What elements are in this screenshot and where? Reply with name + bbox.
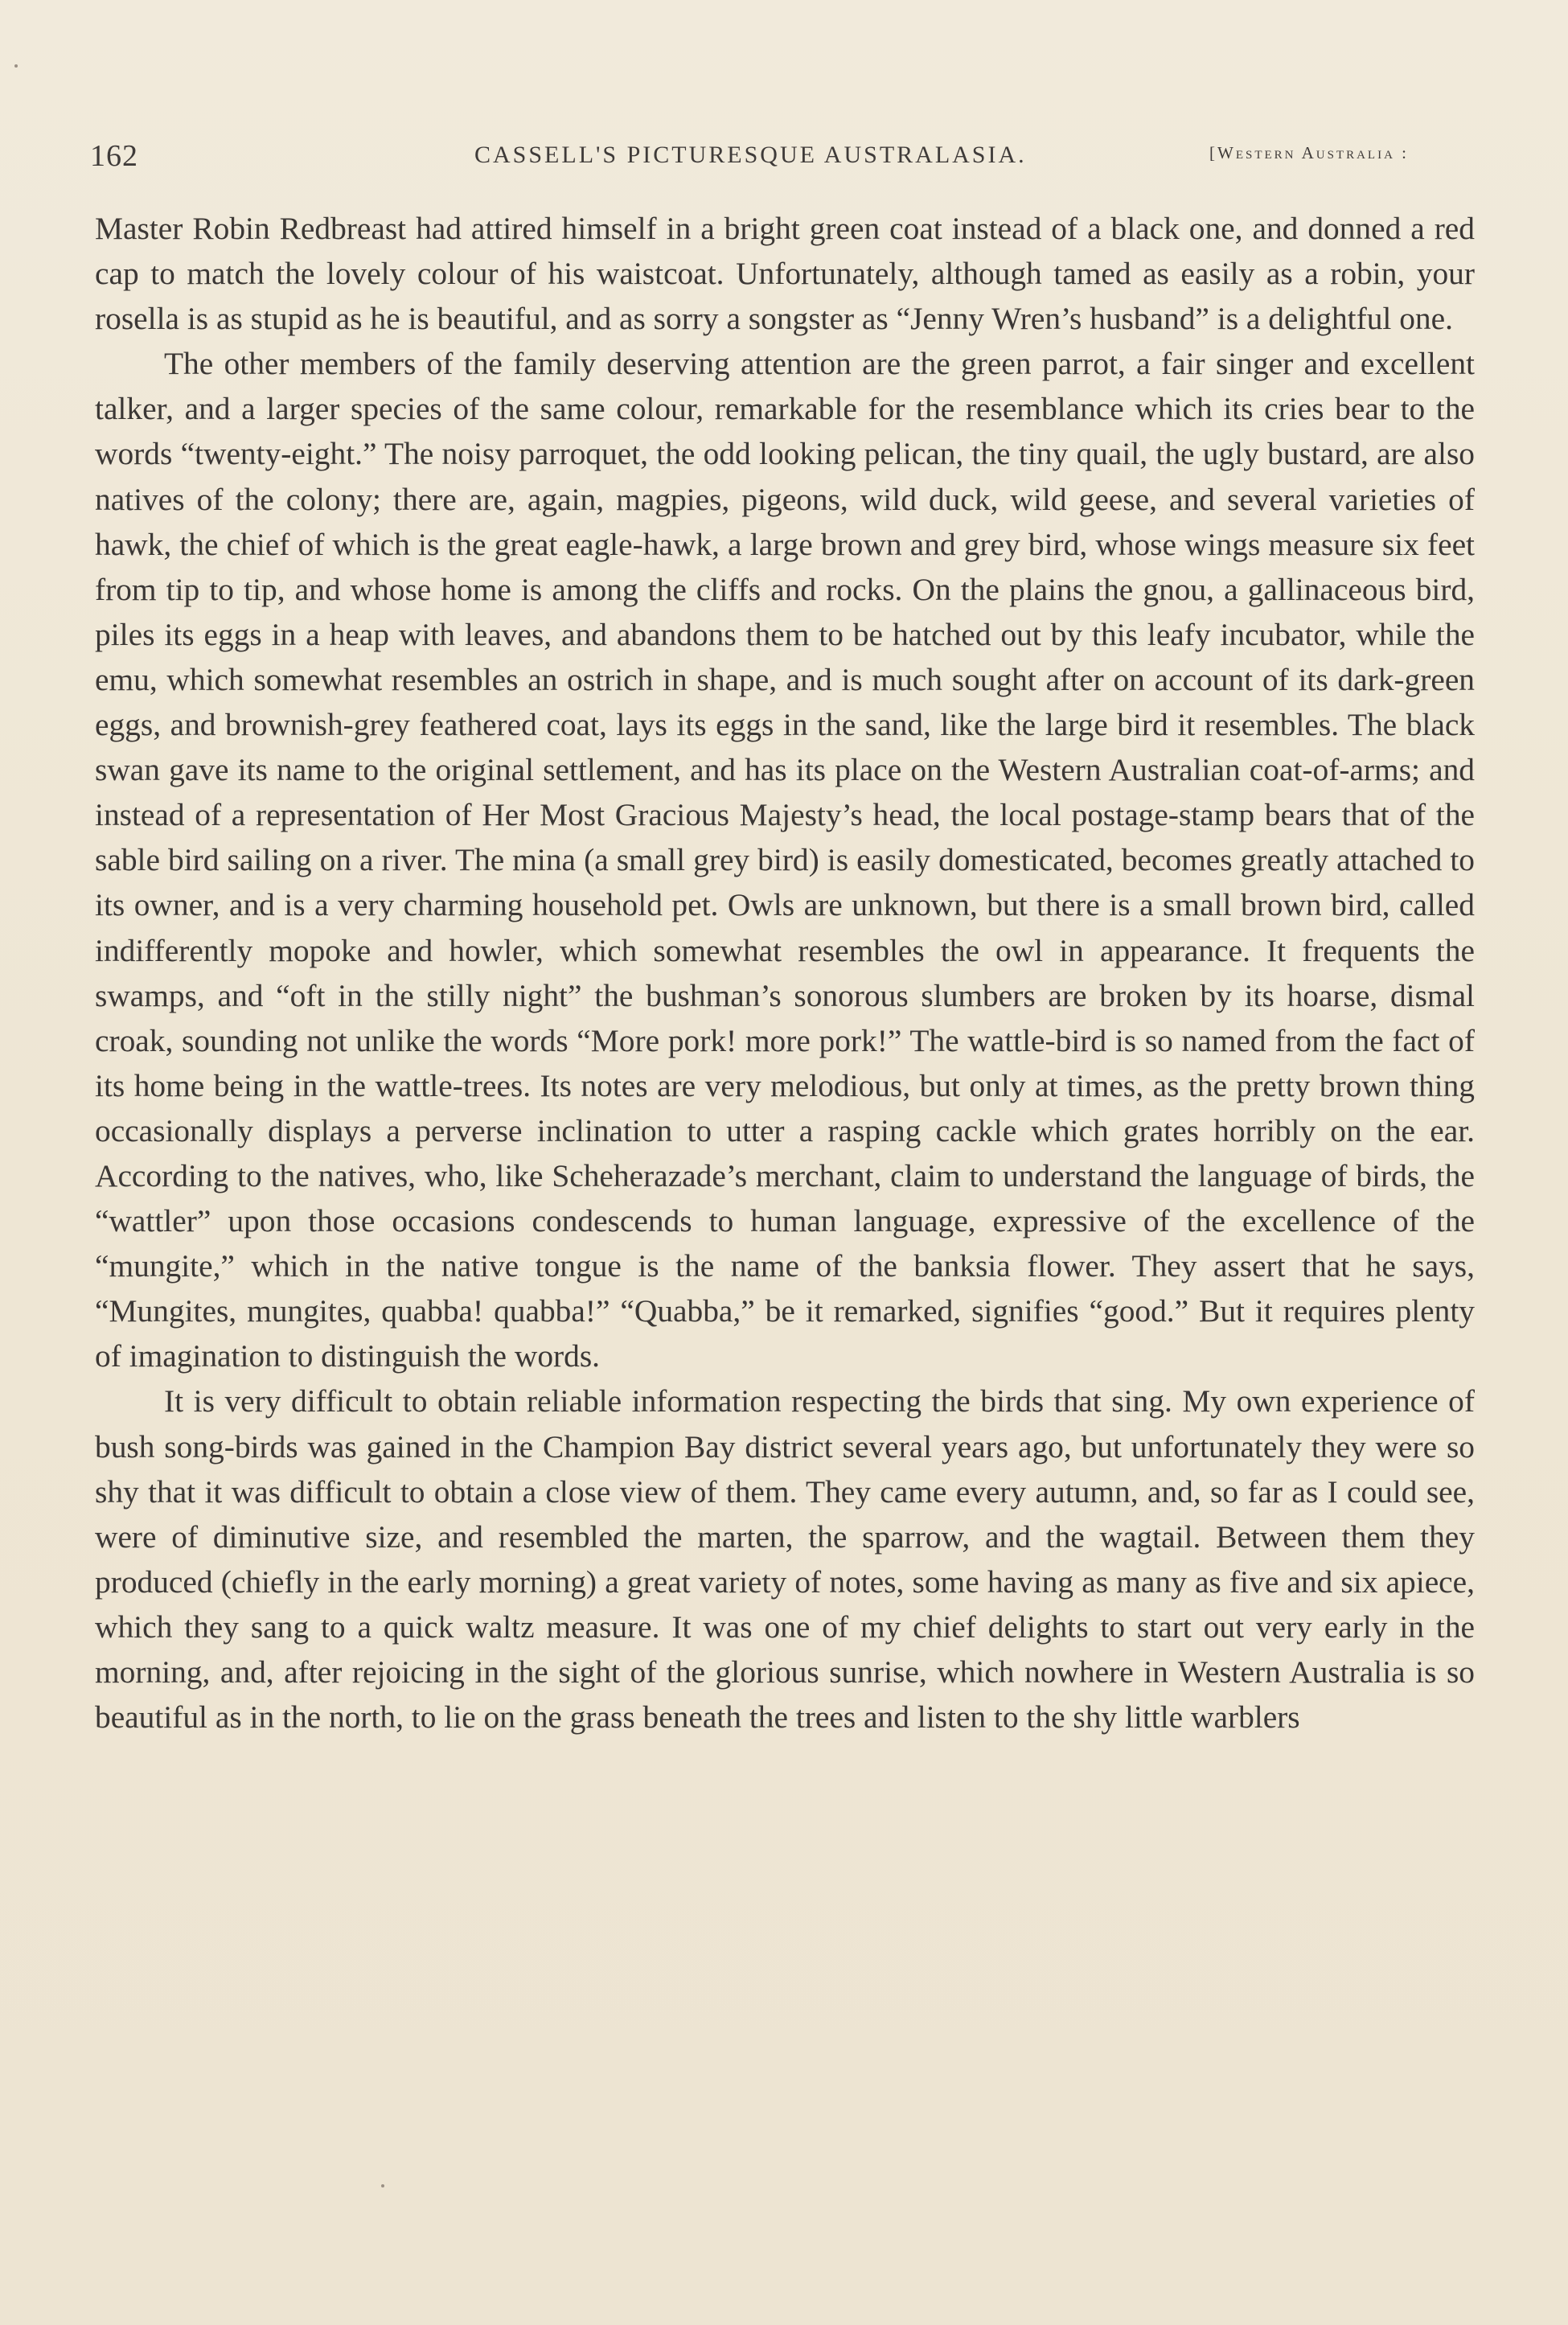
page-header <box>90 138 1489 179</box>
page-number: 162 <box>90 139 138 173</box>
paragraph-1: Master Robin Redbreast had attired himself in a bright green coat instead of a black one, and donned a red cap to match the lovely colour of his waistcoat. Unfortunately, although tamed as easily as a robin, your rosella is as stupid as he is beautiful, and as sorry a songster as “Jenny Wren’s husband” is a delightful one. <box>95 211 1475 337</box>
paragraph-3: It is very difficult to obtain reliable information respecting the birds that sing. My own experience of bush song-birds was gained in the Champion Bay district several years ago, but unfortunately they were so shy that it was difficult to obtain a close view of them. They came every autumn, and, so far as I could see, were of diminutive size, and resembled the marten, the sparrow, and the wagtail. Between them they produced (chiefly in the early morning) a great variety of notes, some having as many as five and six apiece, which they sang to a quick waltz measure. It was one of my chief delights to start out very early in the morning, and, after rejoicing in the sight of the glorious sunrise, which nowhere in Western Australia is so beautiful as in the north, to lie on the grass beneath the trees and listen to the shy little warblers <box>95 1383 1475 1736</box>
paragraph-2: The other members of the family deserving attention are the green parrot, a fair singer and excellent talker, and a larger species of the same colour, remarkable for the resemblance which its cries bear to the words “twenty-eight.” The noisy parroquet, the odd looking pelican, the tiny quail, the ugly bustard, are also natives of the colony; there are, again, magpies, pigeons, wild duck, wild geese, and several varieties of hawk, the chief of which is the great eagle-hawk, a large brown and grey bird, whose wings measure six feet from tip to tip, and whose home is among the cliffs and rocks. On the plains the gnou, a gallinaceous bird, piles its eggs in a heap with leaves, and abandons them to be hatched out by this leafy incubator, while the emu, which somewhat resembles an ostrich in shape, and is much sought after on account of its dark-green eggs, and brownish-grey feathered coat, lays its eggs in the sand, like the large bird it resembles. The black swan gave its name to the original settlement, and has its place on the Western Australian coat-of-arms; and instead of a representation of Her Most Gracious Majesty’s head, the local postage-stamp bears that of the sable bird sailing on a river. The mina (a small grey bird) is easily domesticated, becomes greatly attached to its owner, and is a very charming household pet. Owls are unknown, but there is a small brown bird, called indifferently mopoke and howler, which somewhat resembles the owl in appearance. It frequents the swamps, and “oft in the stilly night” the bushman’s sonorous slumbers are broken by its hoarse, dismal croak, sounding not unlike the words “More pork! more pork!” The wattle-bird is so named from the fact of its home being in the wattle-trees. Its notes are very melodious, but only at times, as the pretty brown thing occasionally displays a perverse inclination to utter a rasping cackle which grates horribly on the ear. According to the natives, who, like Scheherazade’s merchant, claim to understand the language of birds, the “wattler” upon those occasions condescends to human language, expressive of the excellence of the “mungite,” which in the native tongue is the name of the banksia flower. They assert that he says, “Mungites, mungites, quabba! quabba!” “Quabba,” be it remarked, signifies “good.” But it requires plenty of imagination to distinguish the words. <box>95 346 1475 1374</box>
body-text <box>95 206 1475 1740</box>
section-title: [Western Australia : <box>1209 143 1409 162</box>
running-title: CASSELL'S PICTURESQUE AUSTRALASIA. <box>474 142 1027 168</box>
paper-speck <box>381 2184 384 2187</box>
paper-speck <box>14 64 18 68</box>
